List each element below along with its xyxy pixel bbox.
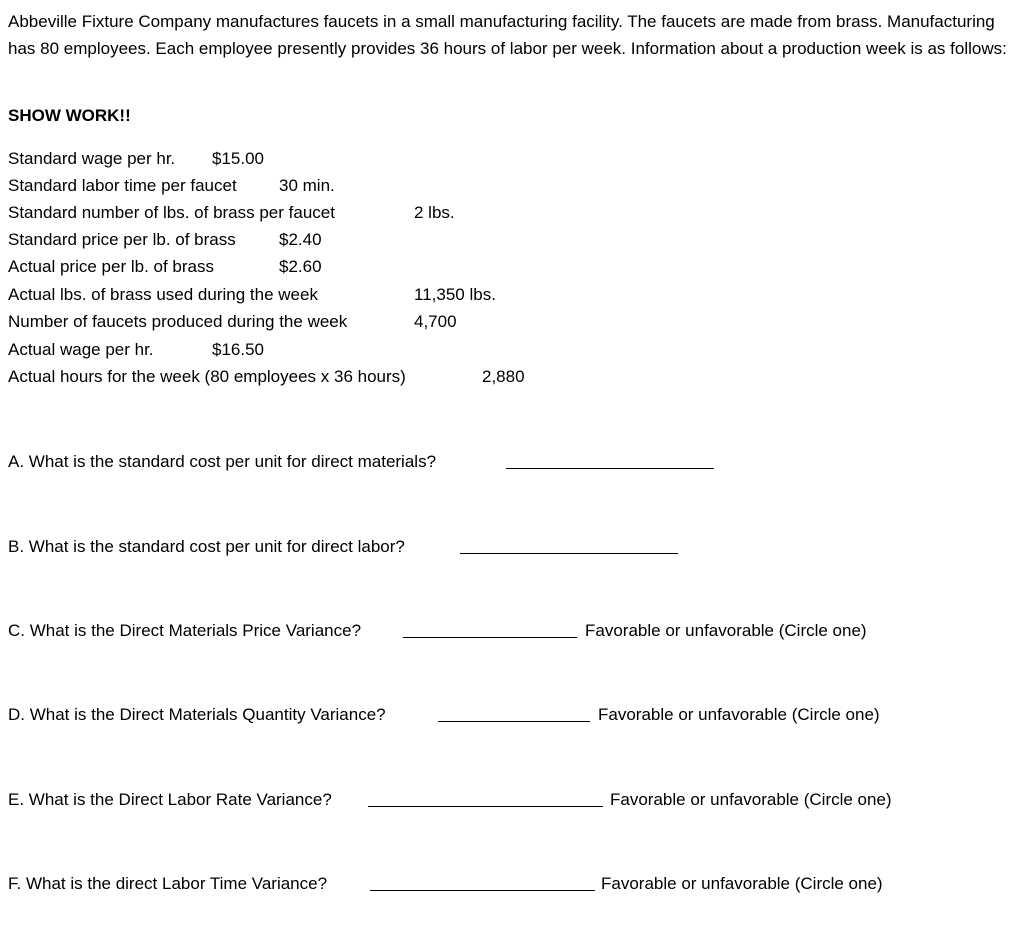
question-f-answer-blank[interactable] [370,890,595,891]
question-a-answer-blank[interactable] [506,468,714,469]
fact-label-actual-hours: Actual hours for the week (80 employees x 36 hours) [8,367,406,386]
question-a-text: A. What is the standard cost per unit for direct materials? [8,452,437,471]
question-d-text: D. What is the Direct Materials Quantity Variance? [8,705,386,724]
question-e-text: E. What is the Direct Labor Rate Variance? [8,790,332,809]
question-e-answer-blank[interactable] [368,806,603,807]
question-e-favorable-option[interactable]: Favorable or unfavorable (Circle one) [610,790,892,809]
question-c-answer-blank[interactable] [403,637,577,638]
fact-value-actual-hours: 2,880 [482,367,525,386]
fact-label-actual-wage: Actual wage per hr. [8,340,154,359]
fact-value-standard-labor-time: 30 min. [279,176,335,195]
question-b-text: B. What is the standard cost per unit for direct labor? [8,537,405,556]
show-work-heading: SHOW WORK!! [8,106,131,125]
fact-value-actual-lbs-brass: 11,350 lbs. [414,285,496,304]
fact-value-actual-price-brass: $2.60 [279,257,322,276]
intro-paragraph: Abbeville Fixture Company manufactures faucets in a small manufacturing facility. The faucets are made from brass. Manufacturing has 80 employees. Each employee presently provides 36 hours of labor per week. Information about a production week is as follows: [8,12,1007,58]
fact-label-standard-price-brass: Standard price per lb. of brass [8,230,236,249]
fact-value-standard-price-brass: $2.40 [279,230,322,249]
question-f-favorable-option[interactable]: Favorable or unfavorable (Circle one) [601,874,883,893]
fact-label-standard-lbs-brass: Standard number of lbs. of brass per faucet [8,203,335,222]
question-c-favorable-option[interactable]: Favorable or unfavorable (Circle one) [585,621,867,640]
question-d-answer-blank[interactable] [438,721,590,722]
fact-label-faucets-produced: Number of faucets produced during the week [8,312,348,331]
fact-value-standard-lbs-brass: 2 lbs. [414,203,455,222]
question-b-answer-blank[interactable] [460,553,678,554]
fact-value-faucets-produced: 4,700 [414,312,457,331]
question-f-text: F. What is the direct Labor Time Variance? [8,874,328,893]
fact-value-actual-wage: $16.50 [212,340,264,359]
question-d-favorable-option[interactable]: Favorable or unfavorable (Circle one) [598,705,880,724]
fact-label-actual-price-brass: Actual price per lb. of brass [8,257,214,276]
fact-value-standard-wage: $15.00 [212,149,264,168]
fact-label-standard-wage: Standard wage per hr. [8,149,176,168]
fact-label-standard-labor-time: Standard labor time per faucet [8,176,237,195]
fact-label-actual-lbs-brass: Actual lbs. of brass used during the week [8,285,318,304]
question-c-text: C. What is the Direct Materials Price Variance? [8,621,362,640]
